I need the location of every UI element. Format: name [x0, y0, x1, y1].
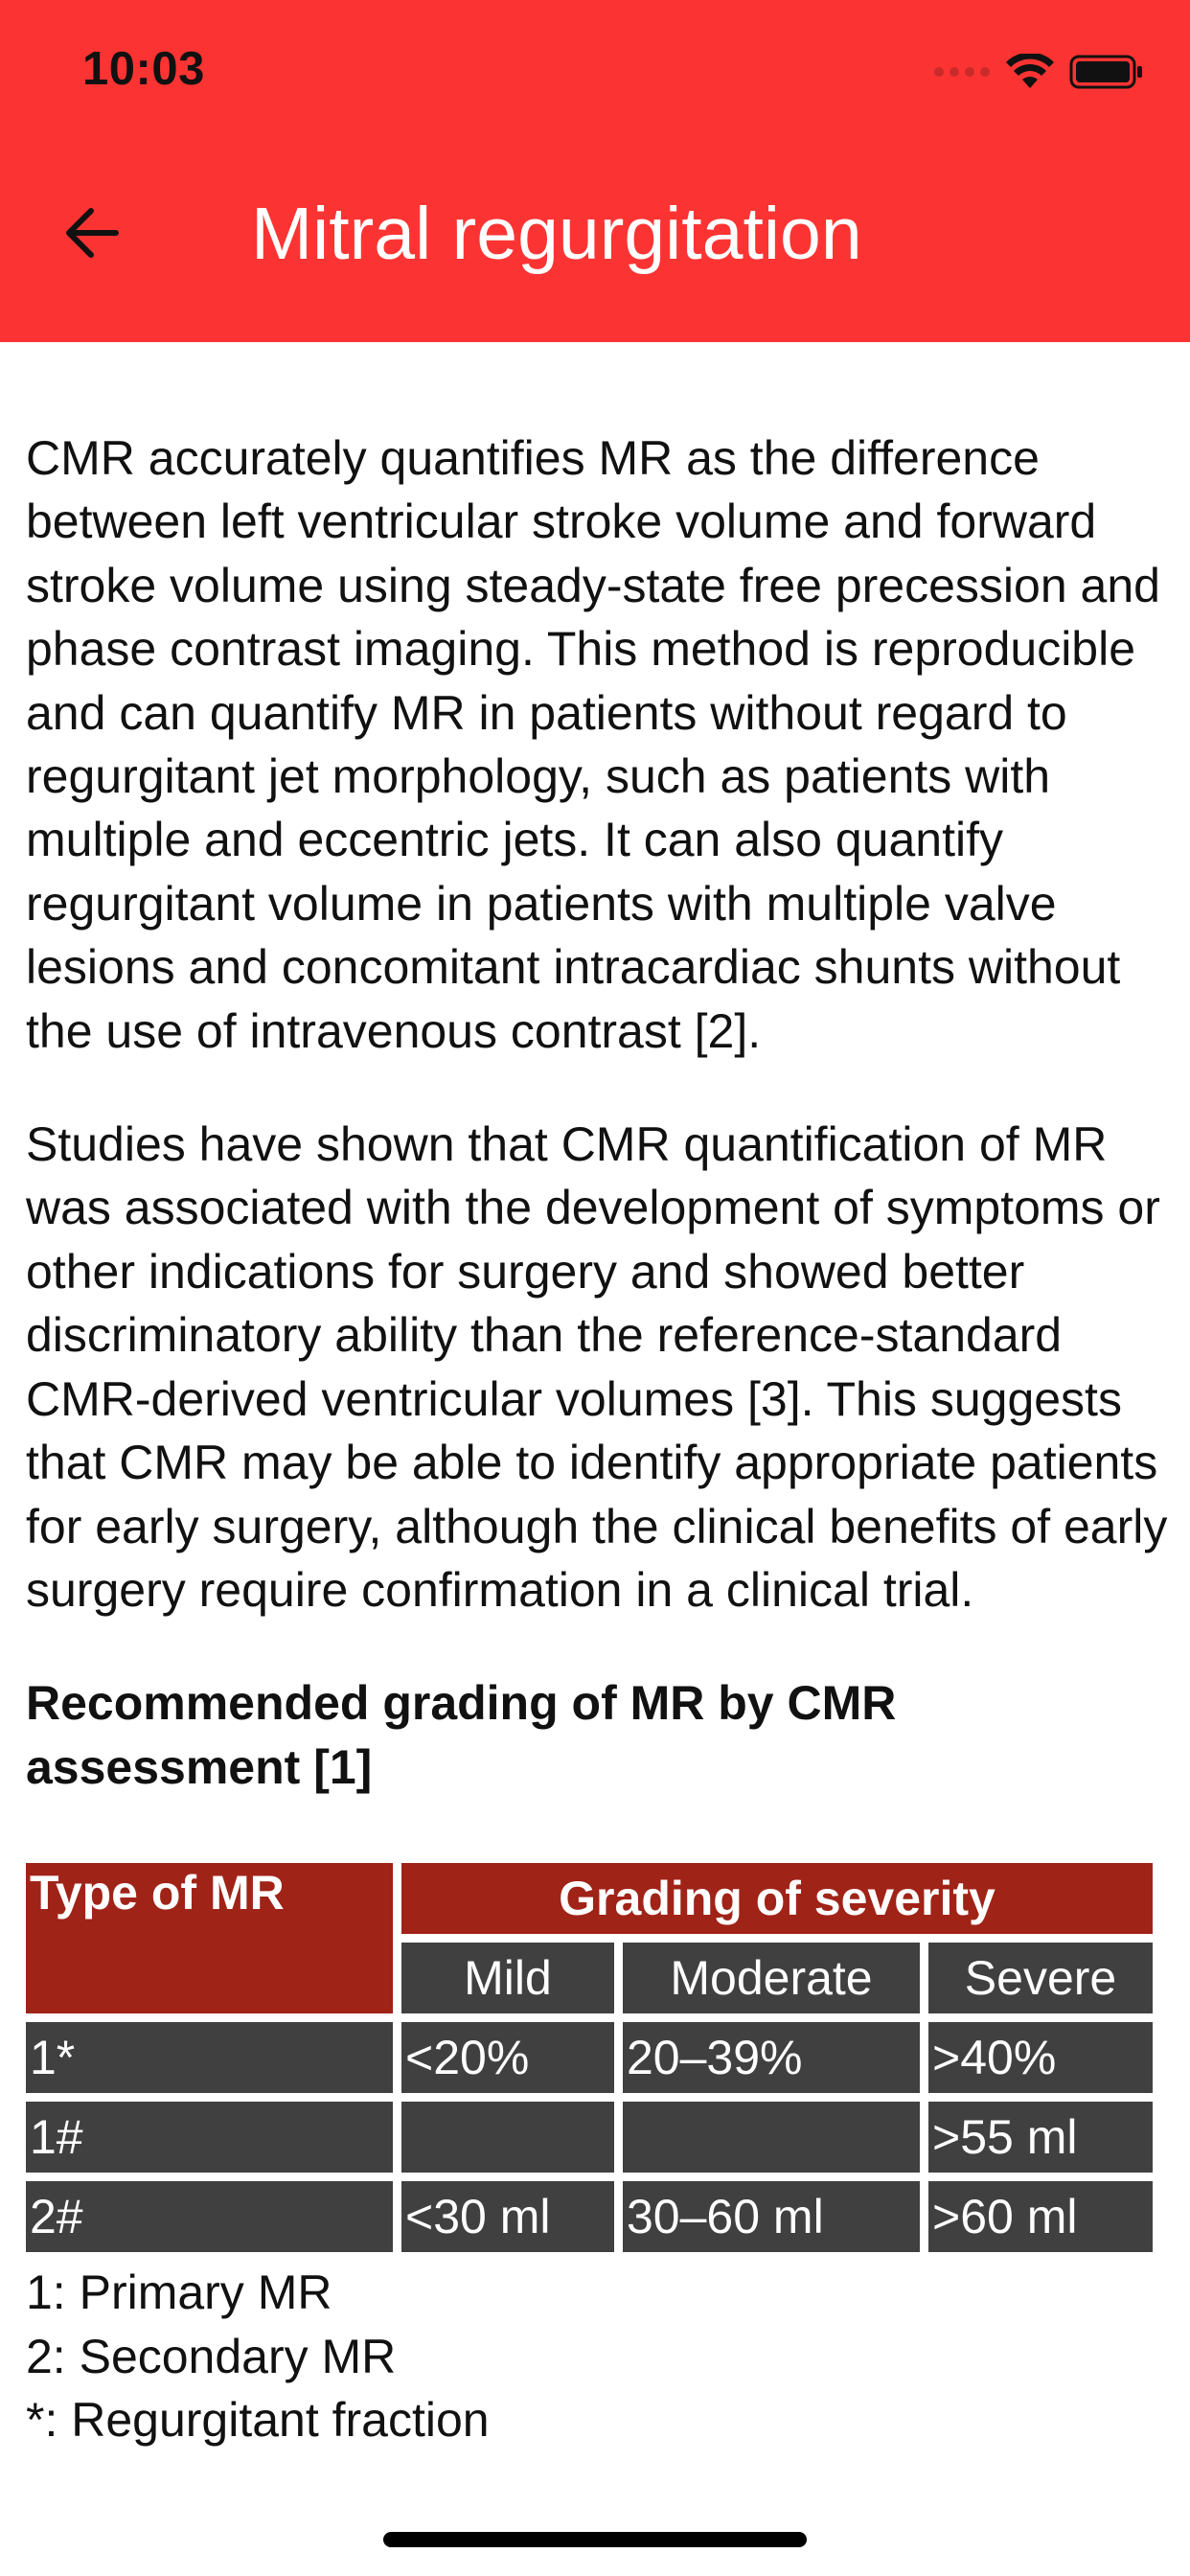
table-cell-type: 2# — [26, 2181, 393, 2252]
table-row — [26, 2102, 1153, 2173]
status-time: 10:03 — [82, 43, 205, 95]
table-cell-mild — [401, 2102, 614, 2173]
table-cell-severe: >55 ml — [928, 2102, 1153, 2173]
note-regurgitant-fraction: *: Regurgitant fraction — [26, 2392, 490, 2447]
table-cell-mild: <30 ml — [401, 2181, 614, 2252]
article-content — [26, 426, 1171, 2451]
table-header-grading: Grading of severity — [401, 1863, 1153, 1934]
table-cell-moderate — [623, 2102, 920, 2173]
paragraph-2: Studies have shown that CMR quantification of MR was associated with the development of symptoms or other indications for surgery and showed better discriminatory ability than the reference-standard CMR-derived ventricular volumes [3]. This suggests that CMR may be able to identify appropriate patients for early surgery, although the clinical benefits of early surgery require confirmation in a clinical trial. — [26, 1117, 1168, 1617]
note-primary: 1: Primary MR — [26, 2266, 332, 2320]
table-cell-type: 1* — [26, 2022, 393, 2093]
table-cell-severe: >60 ml — [928, 2181, 1153, 2252]
table-cell-type: 1# — [26, 2102, 393, 2173]
back-button[interactable] — [50, 192, 132, 274]
home-indicator[interactable] — [383, 2532, 807, 2547]
app-header — [0, 0, 1190, 342]
table-cell-moderate: 20–39% — [623, 2022, 920, 2093]
status-icons — [933, 54, 1144, 90]
page-title: Mitral regurgitation — [251, 193, 862, 275]
arrow-left-icon — [62, 206, 120, 260]
paragraph-1: CMR accurately quantifies MR as the difference between left ventricular stroke volume and forward stroke volume using steady-state free precession and phase contrast imaging. This method is reproducible and can quantify MR in patients without regard to regurgitant jet morphology, such as patients with multiple and eccentric jets. It can also quantify regurgitant volume in patients with multiple valve lesions and concomitant intracardiac shunts without the use of intravenous contrast [2]. — [26, 431, 1160, 1058]
wifi-icon — [1006, 54, 1054, 90]
cellular-signal-icon — [933, 64, 991, 80]
table-header-severe: Severe — [928, 1943, 1153, 2013]
table-cell-moderate: 30–60 ml — [623, 2181, 920, 2252]
battery-icon — [1069, 54, 1144, 90]
table-header-moderate: Moderate — [623, 1943, 920, 2013]
table-header-type: Type of MR — [26, 1863, 393, 2013]
table-row — [26, 2181, 1153, 2252]
table-header-mild: Mild — [401, 1943, 614, 2013]
grading-table — [17, 1854, 1161, 2261]
note-secondary: 2: Secondary MR — [26, 2329, 397, 2383]
table-row — [26, 2022, 1153, 2093]
table-notes — [26, 2261, 1171, 2451]
table-cell-severe: >40% — [928, 2022, 1153, 2093]
table-cell-mild: <20% — [401, 2022, 614, 2093]
section-title: Recommended grading of MR by CMR assessment [1] — [26, 1676, 897, 1794]
